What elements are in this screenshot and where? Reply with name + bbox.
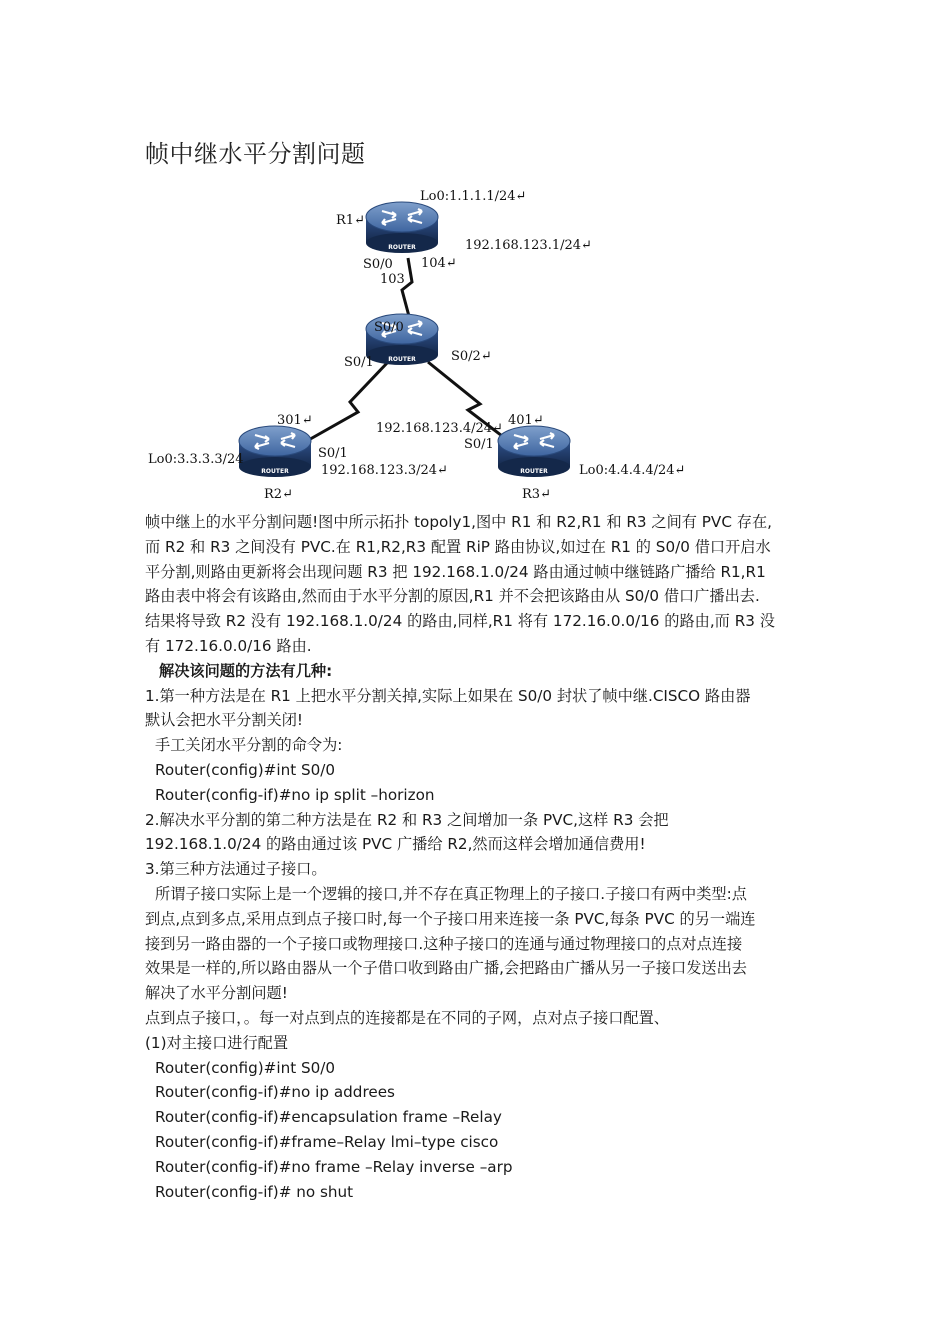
r3-loopback-label: Lo0:4.4.4.4/24↵ — [579, 463, 686, 478]
r3-s01-label: S0/1 — [464, 437, 494, 452]
method3-line: 到点,点到多点,采用点到点子接口时,每一个子接口用来连接一条 PVC,每条 PVC 的另一端连 — [145, 909, 756, 928]
paragraph-line: 帧中继上的水平分割问题!图中所示拓扑 topoly1,图中 R1 和 R2,R1 和 R3 之间有 PVC 存在, — [145, 513, 772, 531]
paragraph-line: 有 172.16.0.0/16 路由. — [145, 636, 312, 655]
svg-text:ROUTER: ROUTER — [388, 244, 416, 251]
solutions-heading: 解决该问题的方法有几种: — [159, 661, 333, 680]
r1-loopback-label: Lo0:1.1.1.1/24↵ — [420, 189, 527, 204]
dlci-401-label: 401↵ — [508, 413, 544, 428]
r2-loopback-label: Lo0:3.3.3.3/24 — [148, 452, 244, 467]
page-title: 帧中继水平分割问题 — [145, 140, 366, 168]
r3-ip-label: 192.168.123.4/24↵ — [376, 421, 503, 436]
r2-ip-label: 192.168.123.3/24↵ — [321, 463, 448, 478]
r2-s01-label: S0/1 — [318, 446, 348, 461]
dlci-104-label: 104↵ — [421, 256, 457, 271]
method2-line: 192.168.1.0/24 的路由通过该 PVC 广播给 R2,然而这样会增加通信费用! — [145, 835, 646, 854]
paragraph-line: 平分割,则路由更新将会出现问题 R3 把 192.168.1.0/24 路由通过帧中继链路广播给 R1,R1 — [145, 562, 766, 581]
router-r2-icon — [239, 426, 311, 477]
command-line: Router(config-if)#no ip split –horizon — [155, 785, 435, 804]
r3-name-label: R3↵ — [522, 487, 551, 502]
r1-name-label: R1↵ — [336, 213, 365, 228]
fr-s00-label: S0/0 — [374, 320, 404, 335]
paragraph-line: 路由表中将会有该路由,然而由于水平分割的原因,R1 并不会把该路由从 S0/0 借口广播出去. — [145, 587, 760, 606]
command-line: Router(config-if)#encapsulation frame –Relay — [155, 1108, 502, 1127]
link-r1-frame-relay — [402, 258, 412, 320]
fr-s02-label: S0/2↵ — [451, 349, 492, 364]
method2-line: 2.解决水平分割的第二种方法是在 R2 和 R3 之间增加一条 PVC,这样 R3 会把 — [145, 810, 669, 829]
router-r1-icon — [366, 202, 438, 253]
method3-line: 解决了水平分割问题! — [145, 984, 288, 1003]
r1-ip-label: 192.168.123.1/24↵ — [465, 238, 592, 253]
command-line: Router(config-if)#frame–Relay lmi–type cisco — [155, 1132, 499, 1151]
command-line: Router(config)#int S0/0 — [155, 1058, 336, 1077]
dlci-103-label: 103 — [380, 272, 405, 287]
router-r3-icon — [498, 426, 570, 477]
frame-relay-topology-diagram — [140, 180, 686, 510]
method3-line: 效果是一样的,所以路由器从一个子借口收到路由广播,会把路由广播从另一子接口发送出去 — [145, 959, 747, 978]
article-body — [145, 510, 825, 1204]
paragraph-line: 结果将导致 R2 没有 192.168.1.0/24 的路由,同样,R1 将有 172.16.0.0/16 的路由,而 R3 没 — [145, 612, 775, 631]
method3-line: 接到另一路由器的一个子接口或物理接口.这种子接口的连通与通过物理接口的点对点连接 — [145, 934, 743, 953]
dlci-301-label: 301↵ — [277, 413, 313, 428]
r2-name-label: R2↵ — [264, 487, 293, 502]
method1-cmd-intro: 手工关闭水平分割的命令为: — [155, 736, 343, 755]
method1-line: 1.第一种方法是在 R1 上把水平分割关掉,实际上如果在 S0/0 封状了帧中继.CISCO 路由器 — [145, 686, 751, 705]
command-line: Router(config-if)#no frame –Relay inverse –arp — [155, 1157, 513, 1176]
command-line: Router(config-if)#no ip addrees — [155, 1083, 395, 1102]
method3-line: 所谓子接口实际上是一个逻辑的接口,并不存在真正物理上的子接口.子接口有两中类型:点 — [155, 884, 747, 903]
command-line: Router(config-if)# no shut — [155, 1182, 354, 1201]
fr-s01-label: S0/1 — [344, 355, 374, 370]
r1-s00-label: S0/0 — [363, 257, 393, 272]
command-line: Router(config)#int S0/0 — [155, 760, 336, 779]
svg-text:ROUTER: ROUTER — [520, 468, 548, 475]
method3-heading: 3.第三种方法通过子接口。 — [145, 860, 327, 879]
method1-line: 默认会把水平分割关闭! — [145, 711, 303, 730]
svg-text:ROUTER: ROUTER — [388, 356, 416, 363]
step1-heading: (1)对主接口进行配置 — [145, 1033, 289, 1052]
p2p-subinterface-line: 点到点子接口，。每一对点到点的连接都是在不同的子网，点对点子接口配置、 — [145, 1008, 669, 1027]
svg-text:ROUTER: ROUTER — [261, 468, 289, 475]
paragraph-line: 而 R2 和 R3 之间没有 PVC.在 R1,R2,R3 配置 RiP 路由协议,如过在 R1 的 S0/0 借口开启水 — [145, 537, 771, 556]
